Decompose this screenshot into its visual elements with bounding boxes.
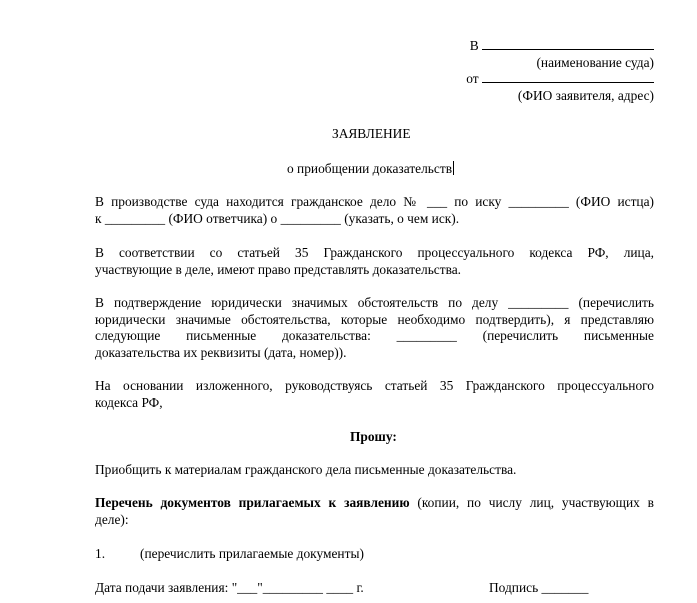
request-text: Приобщить к материалам гражданского дела письменные доказательства. <box>95 462 517 477</box>
attachments-heading-rest: (копии, по числу лиц, участвующих в <box>409 495 654 510</box>
paragraph-1-line-2: к _________ (ФИО ответчика) о _________ (указать, о чем иск). <box>95 211 460 226</box>
paragraph-3-line-1: В подтверждение юридически значимых обстоятельств по делу _________ (перечислить <box>95 295 654 310</box>
paragraph-4-line-1: На основании изложенного, руководствуясь статьей 35 Гражданского процессуального <box>95 378 654 393</box>
court-field[interactable] <box>482 37 654 50</box>
document-title: ЗАЯВЛЕНИЕ <box>332 126 411 141</box>
filing-date: Дата подачи заявления: "___"_________ ____ г. <box>95 580 364 595</box>
applicant-line <box>466 70 654 87</box>
request-heading: Прошу: <box>350 429 397 444</box>
paragraph-2-line-1: В соответствии со статьей 35 Гражданского процессуального кодекса РФ, лица, <box>95 245 654 260</box>
paragraph-1-line-1: В производстве суда находится гражданское дело № ___ по иску _________ (ФИО истца) <box>95 194 654 209</box>
paragraph-2-line-2: участвующие в деле, имеют право представлять доказательства. <box>95 262 462 277</box>
applicant-field[interactable] <box>482 70 654 83</box>
list-item-text: (перечислить прилагаемые документы) <box>140 546 364 561</box>
paragraph-4-line-2: кодекса РФ, <box>95 395 163 410</box>
to-prefix: В <box>469 38 479 53</box>
paragraph-3-line-2: юридически значимые обстоятельства, которые необходимо подтвердить), я представляю <box>95 312 654 327</box>
signature: Подпись _______ <box>489 580 589 595</box>
paragraph-3-line-4: доказательства их реквизиты (дата, номер)). <box>95 345 347 360</box>
paragraph-3-line-3: следующие письменные доказательства: _________ (перечислить письменные <box>95 328 654 343</box>
attachments-heading-bold: Перечень документов прилагаемых к заявлению <box>95 495 410 510</box>
document-subtitle-text: о приобщении доказательств <box>287 161 453 176</box>
applicant-caption: (ФИО заявителя, адрес) <box>517 88 654 103</box>
court-caption: (наименование суда) <box>536 55 654 70</box>
from-prefix: от <box>466 71 479 86</box>
document-subtitle[interactable] <box>287 161 454 177</box>
court-line <box>470 37 654 54</box>
attachments-heading <box>95 495 654 511</box>
list-item-number: 1. <box>95 546 106 561</box>
attachments-heading-line-2: деле): <box>95 512 129 527</box>
text-cursor <box>453 161 454 175</box>
